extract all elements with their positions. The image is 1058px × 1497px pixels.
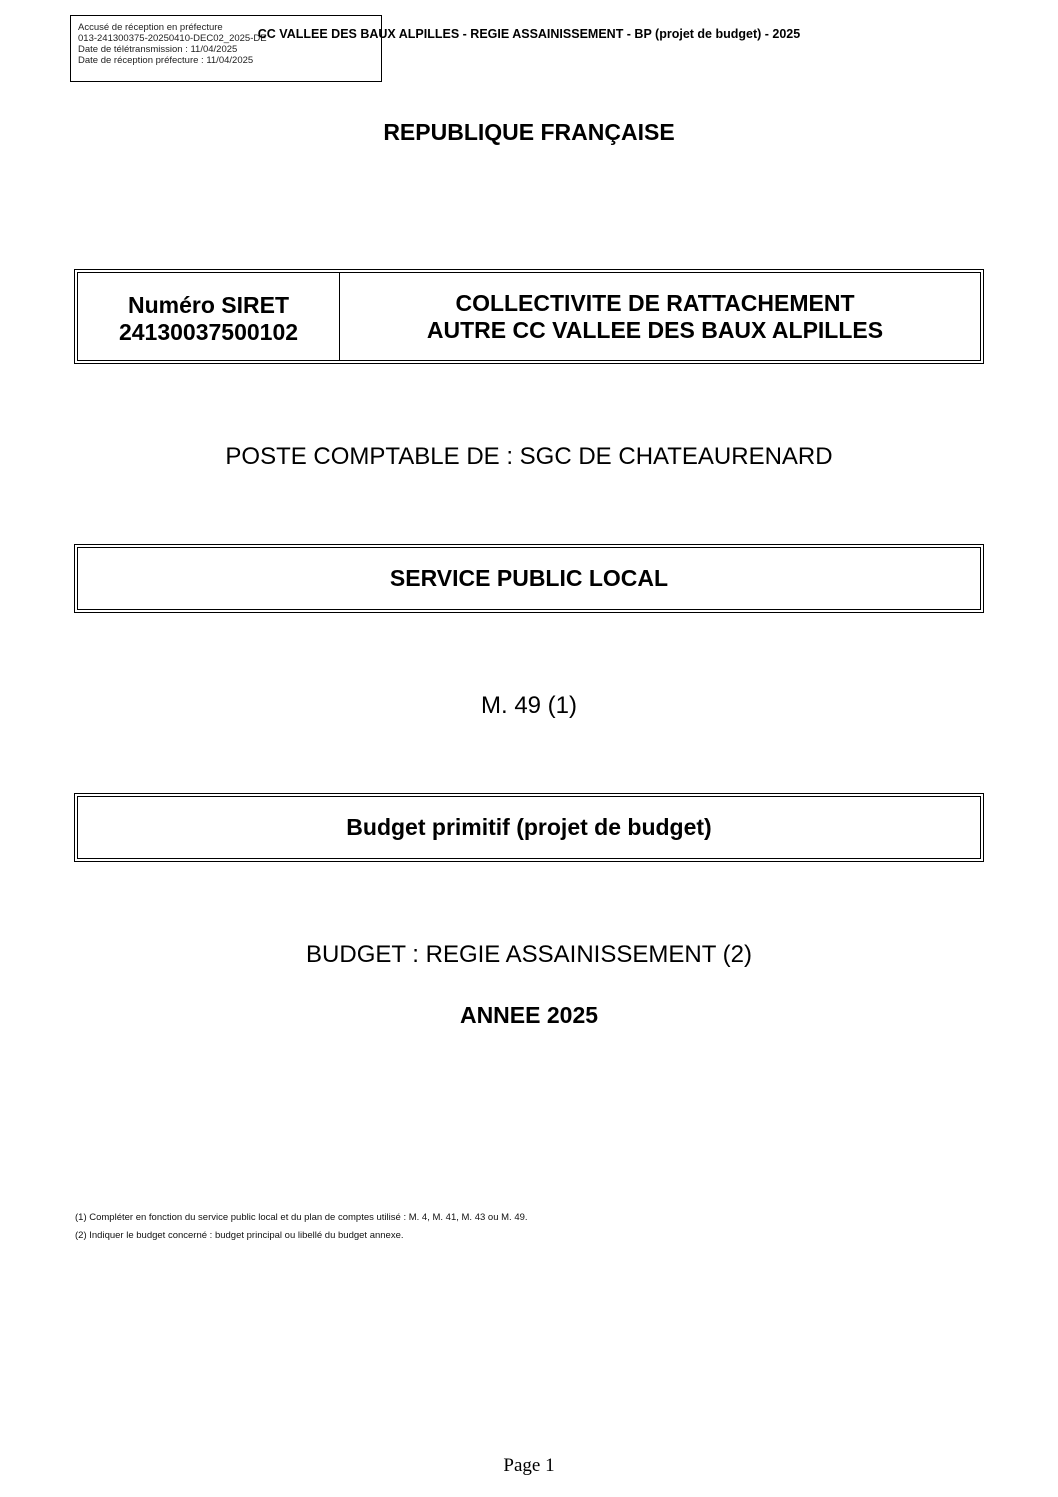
collectivite-name: AUTRE CC VALLEE DES BAUX ALPILLES (426, 316, 884, 343)
collectivite-cell (340, 273, 980, 360)
footnote-1: (1) Compléter en fonction du service public local et du plan de comptes utilisé : M. 4, M. 41, M. 43 ou M. 49. (75, 1212, 528, 1223)
stamp-line: Date de télétransmission : 11/04/2025 (78, 44, 238, 55)
footnotes (75, 1209, 528, 1245)
service-label: SERVICE PUBLIC LOCAL (77, 547, 981, 610)
siret-number: 24130037500102 (118, 318, 299, 345)
nomenclature: M. 49 (1) (480, 692, 578, 719)
siret-box (74, 269, 984, 364)
footnote-2: (2) Indiquer le budget concerné : budget principal ou libellé du budget annexe. (75, 1230, 404, 1241)
collectivite-label: COLLECTIVITE DE RATTACHEMENT (455, 289, 855, 316)
page-number: Page 1 (503, 1455, 555, 1476)
siret-inner-frame (77, 272, 981, 361)
annee: ANNEE 2025 (459, 1002, 599, 1028)
republique-heading: REPUBLIQUE FRANÇAISE (383, 119, 675, 145)
stamp-line: Accusé de réception en préfecture (78, 22, 223, 33)
budget-type-label: Budget primitif (projet de budget) (77, 796, 981, 859)
reception-stamp (70, 15, 382, 82)
poste-comptable: POSTE COMPTABLE DE : SGC DE CHATEAURENARD (225, 443, 833, 470)
header-title: CC VALLEE DES BAUX ALPILLES - REGIE ASSAINISSEMENT - BP (projet de budget) - 2025 (257, 27, 801, 41)
service-box (74, 544, 984, 613)
budget-name: BUDGET : REGIE ASSAINISSEMENT (2) (306, 941, 752, 968)
budget-type-box (74, 793, 984, 862)
stamp-line: 013-241300375-20250410-DEC02_2025-DE (78, 33, 267, 44)
document-header (0, 27, 1058, 41)
siret-label: Numéro SIRET (127, 291, 290, 318)
siret-cell (78, 273, 340, 360)
stamp-line: Date de réception préfecture : 11/04/2025 (78, 55, 254, 66)
